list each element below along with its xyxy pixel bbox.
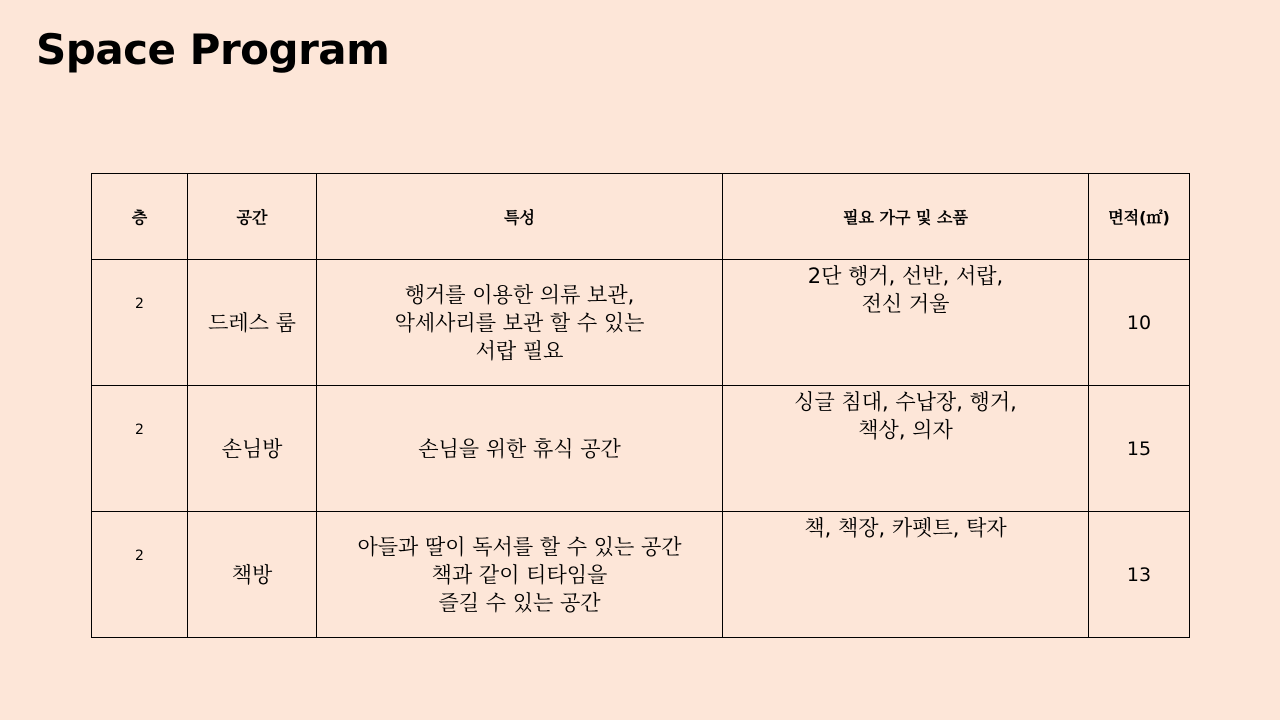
furniture-line: 싱글 침대, 수납장, 행거, xyxy=(794,390,1017,414)
furniture-cell xyxy=(723,260,1089,386)
furniture-line: 2단 행거, 선반, 서랍, xyxy=(807,264,1004,288)
header-furniture: 필요 가구 및 소품 xyxy=(723,174,1089,260)
furniture-line: 전신 거울 xyxy=(861,292,950,316)
features-line: 악세사리를 보관 할 수 있는 xyxy=(394,310,645,335)
area-cell: 15 xyxy=(1089,386,1190,512)
floor-cell: 2 xyxy=(92,386,188,512)
space-cell: 손님방 xyxy=(188,386,317,512)
floor-cell: 2 xyxy=(92,260,188,386)
header-floor: 층 xyxy=(92,174,188,260)
floor-cell: 2 xyxy=(92,512,188,638)
features-cell xyxy=(317,386,723,512)
features-line: 아들과 딸이 독서를 할 수 있는 공간 xyxy=(357,534,682,559)
space-cell: 책방 xyxy=(188,512,317,638)
features-line: 행거를 이용한 의류 보관, xyxy=(404,282,635,307)
header-features: 특성 xyxy=(317,174,723,260)
space-cell: 드레스 룸 xyxy=(188,260,317,386)
features-cell xyxy=(317,260,723,386)
table-row xyxy=(92,386,1190,512)
header-area: 면적(㎡) xyxy=(1089,174,1190,260)
features-line: 손님을 위한 휴식 공간 xyxy=(418,436,621,461)
area-cell: 13 xyxy=(1089,512,1190,638)
header-space: 공간 xyxy=(188,174,317,260)
furniture-line: 책, 책장, 카펫트, 탁자 xyxy=(804,516,1007,540)
slide-title: Space Program xyxy=(36,25,390,74)
table-row xyxy=(92,512,1190,638)
features-line: 책과 같이 티타임을 xyxy=(431,562,608,587)
furniture-cell xyxy=(723,512,1089,638)
area-cell: 10 xyxy=(1089,260,1190,386)
features-cell xyxy=(317,512,723,638)
furniture-line: 책상, 의자 xyxy=(858,418,953,442)
space-program-table xyxy=(91,173,1190,638)
furniture-cell xyxy=(723,386,1089,512)
features-line: 즐길 수 있는 공간 xyxy=(438,590,601,615)
table-row xyxy=(92,260,1190,386)
table-header-row xyxy=(92,174,1190,260)
features-line: 서랍 필요 xyxy=(475,338,564,363)
